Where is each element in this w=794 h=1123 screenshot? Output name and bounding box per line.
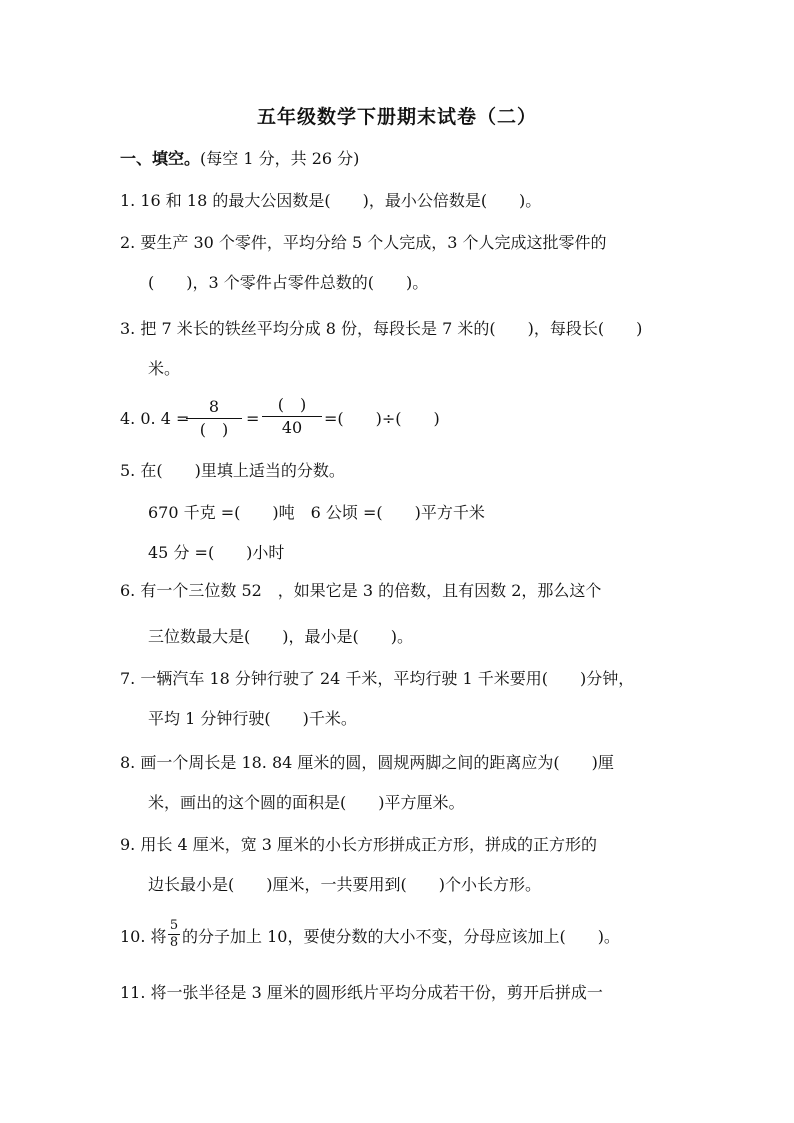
question-5-line-3: 45 分 =( )小时 [148, 543, 285, 562]
question-11-line-1: 11. 将一张半径是 3 厘米的圆形纸片平均分成若干份，剪开后拼成一 [120, 983, 603, 1002]
question-4-prefix: 4. 0. 4 = [120, 409, 190, 428]
question-8-line-1: 8. 画一个周长是 18. 84 厘米的圆，圆规两脚之间的距离应为( )厘 [120, 753, 614, 772]
question-7-line-2: 平均 1 分钟行驶( )千米。 [148, 709, 357, 728]
question-4-fraction-1 [186, 396, 242, 441]
question-4-equals: = [246, 409, 260, 428]
question-10-prefix: 10. 将 [120, 927, 167, 946]
question-9-line-1: 9. 用长 4 厘米，宽 3 厘米的小长方形拼成正方形，拼成的正方形的 [120, 835, 598, 854]
question-6-line-2: 三位数最大是( )，最小是( )。 [148, 627, 413, 646]
question-3-line-2: 米。 [148, 359, 181, 378]
question-4-fraction-2 [262, 394, 322, 439]
question-10-fraction [168, 918, 180, 951]
question-2-line-2: ( )，3 个零件占零件总数的( )。 [148, 273, 429, 292]
question-8-line-2: 米，画出的这个圆的面积是( )平方厘米。 [148, 793, 465, 812]
fraction-numerator: 5 [169, 918, 179, 933]
question-5-line-1: 5. 在( )里填上适当的分数。 [120, 461, 345, 480]
page-title: 五年级数学下册期末试卷（二） [256, 106, 537, 128]
question-1: 1. 16 和 18 的最大公因数是( )，最小公倍数是( )。 [120, 191, 542, 210]
fraction-denominator: ( ) [199, 420, 229, 439]
question-5-line-2: 670 千克 =( )吨 6 公顷 =( )平方千米 [148, 503, 485, 522]
question-6-line-1: 6. 有一个三位数 52 ，如果它是 3 的倍数，且有因数 2，那么这个 [120, 581, 602, 600]
section-heading [120, 148, 359, 170]
section-note: (每空 1 分，共 26 分) [200, 149, 360, 168]
question-4-suffix: =( )÷( ) [324, 409, 440, 428]
question-3-line-1: 3. 把 7 米长的铁丝平均分成 8 份，每段长是 7 米的( )，每段长( ) [120, 319, 643, 338]
question-7-line-1: 7. 一辆汽车 18 分钟行驶了 24 千米，平均行驶 1 千米要用( )分钟， [120, 669, 635, 688]
fraction-denominator: 40 [281, 418, 303, 437]
fraction-numerator: 8 [208, 397, 220, 416]
section-title: 一、填空。 [120, 149, 201, 168]
question-10-suffix: 的分子加上 10，要使分数的大小不变，分母应该加上( )。 [182, 927, 620, 946]
question-9-line-2: 边长最小是( )厘米，一共要用到( )个小长方形。 [148, 875, 541, 894]
question-2-line-1: 2. 要生产 30 个零件，平均分给 5 个人完成，3 个人完成这批零件的 [120, 233, 607, 252]
fraction-denominator: 8 [169, 935, 179, 950]
fraction-numerator: ( ) [277, 395, 307, 414]
